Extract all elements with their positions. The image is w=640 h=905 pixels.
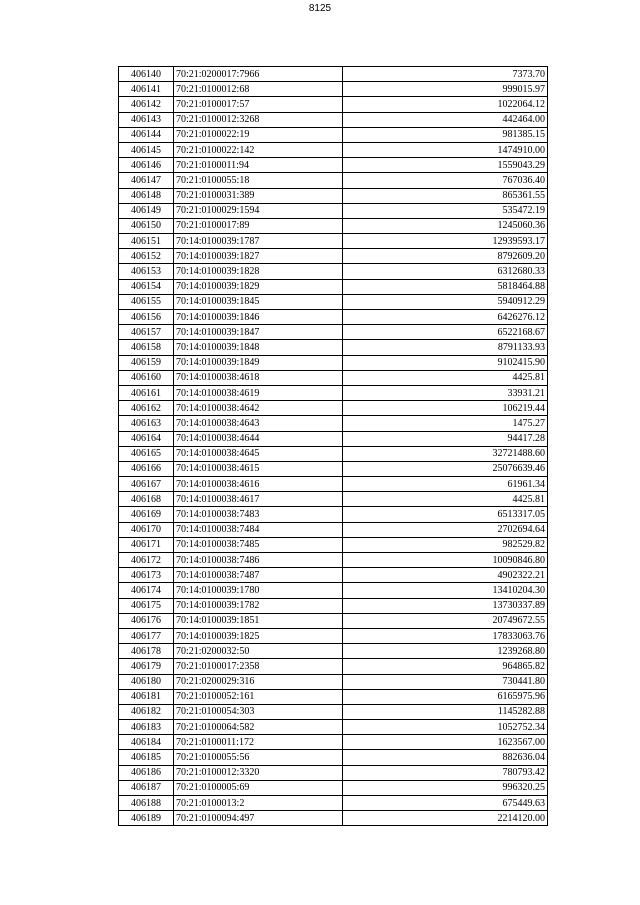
row-id-cell: 406186 [119,765,174,780]
table-row [119,644,548,659]
row-id-cell: 406163 [119,416,174,431]
table-row [119,492,548,507]
value-cell: 6426276.12 [343,310,548,325]
cadastral-number-cell: 70:14:0100039:1780 [174,583,343,598]
value-cell: 32721488.60 [343,446,548,461]
row-id-cell: 406149 [119,203,174,218]
table-row [119,537,548,552]
table-row [119,553,548,568]
value-cell: 767036.40 [343,173,548,188]
table-row [119,704,548,719]
value-cell: 865361.55 [343,188,548,203]
value-cell: 1239268.80 [343,644,548,659]
value-cell: 4425.81 [343,492,548,507]
value-cell: 6312680.33 [343,264,548,279]
value-cell: 4902322.21 [343,568,548,583]
value-cell: 2702694.64 [343,522,548,537]
cadastral-number-cell: 70:14:0100039:1828 [174,264,343,279]
cadastral-value-table [118,66,548,826]
cadastral-number-cell: 70:14:0100038:7486 [174,553,343,568]
cadastral-number-cell: 70:21:0100017:57 [174,97,343,112]
row-id-cell: 406142 [119,97,174,112]
value-cell: 13410204.30 [343,583,548,598]
table-row [119,279,548,294]
row-id-cell: 406156 [119,310,174,325]
cadastral-number-cell: 70:21:0100064:582 [174,720,343,735]
cadastral-number-cell: 70:21:0100052:161 [174,689,343,704]
value-cell: 6513317.05 [343,507,548,522]
row-id-cell: 406157 [119,325,174,340]
row-id-cell: 406164 [119,431,174,446]
table-row [119,158,548,173]
cadastral-number-cell: 70:21:0100012:3320 [174,765,343,780]
cadastral-number-cell: 70:21:0200032:50 [174,644,343,659]
row-id-cell: 406158 [119,340,174,355]
row-id-cell: 406179 [119,659,174,674]
table-row [119,811,548,826]
row-id-cell: 406147 [119,173,174,188]
value-cell: 106219.44 [343,401,548,416]
cadastral-number-cell: 70:14:0100039:1829 [174,279,343,294]
table-row [119,325,548,340]
cadastral-number-cell: 70:14:0100039:1846 [174,310,343,325]
row-id-cell: 406174 [119,583,174,598]
row-id-cell: 406170 [119,522,174,537]
table-row [119,340,548,355]
value-cell: 981385.15 [343,127,548,142]
row-id-cell: 406188 [119,796,174,811]
row-id-cell: 406166 [119,461,174,476]
table-row [119,613,548,628]
cadastral-number-cell: 70:14:0100039:1851 [174,613,343,628]
row-id-cell: 406159 [119,355,174,370]
cadastral-number-cell: 70:14:0100039:1825 [174,628,343,643]
row-id-cell: 406181 [119,689,174,704]
value-cell: 61961.34 [343,477,548,492]
value-cell: 5940912.29 [343,294,548,309]
cadastral-number-cell: 70:21:0100022:19 [174,127,343,142]
table-row [119,598,548,613]
table-row [119,628,548,643]
cadastral-number-cell: 70:14:0100038:4619 [174,385,343,400]
row-id-cell: 406162 [119,401,174,416]
value-cell: 1475.27 [343,416,548,431]
row-id-cell: 406160 [119,370,174,385]
table-row [119,583,548,598]
row-id-cell: 406145 [119,142,174,157]
value-cell: 13730337.89 [343,598,548,613]
table-row [119,97,548,112]
table-row [119,568,548,583]
table-row [119,82,548,97]
cadastral-number-cell: 70:21:0200029:316 [174,674,343,689]
value-cell: 9102415.90 [343,355,548,370]
cadastral-number-cell: 70:14:0100038:4617 [174,492,343,507]
value-cell: 730441.80 [343,674,548,689]
value-cell: 999015.97 [343,82,548,97]
table-row [119,750,548,765]
cadastral-number-cell: 70:21:0100011:172 [174,735,343,750]
row-id-cell: 406175 [119,598,174,613]
table-row [119,689,548,704]
row-id-cell: 406154 [119,279,174,294]
row-id-cell: 406155 [119,294,174,309]
row-id-cell: 406171 [119,537,174,552]
cadastral-number-cell: 70:14:0100039:1847 [174,325,343,340]
value-cell: 1052752.34 [343,720,548,735]
value-cell: 1145282.88 [343,704,548,719]
cadastral-number-cell: 70:14:0100038:7484 [174,522,343,537]
cadastral-number-cell: 70:21:0100011:94 [174,158,343,173]
table-row [119,370,548,385]
table-row [119,234,548,249]
row-id-cell: 406153 [119,264,174,279]
value-cell: 5818464.88 [343,279,548,294]
value-cell: 1474910.00 [343,142,548,157]
value-cell: 10090846.80 [343,553,548,568]
cadastral-number-cell: 70:21:0200017:7966 [174,67,343,82]
row-id-cell: 406143 [119,112,174,127]
cadastral-number-cell: 70:14:0100038:4642 [174,401,343,416]
cadastral-number-cell: 70:14:0100038:7483 [174,507,343,522]
value-cell: 33931.21 [343,385,548,400]
value-cell: 964865.82 [343,659,548,674]
table-row [119,674,548,689]
table-row [119,264,548,279]
value-cell: 8791133.93 [343,340,548,355]
table-row [119,142,548,157]
value-cell: 982529.82 [343,537,548,552]
value-cell: 12939593.17 [343,234,548,249]
cadastral-number-cell: 70:14:0100039:1782 [174,598,343,613]
row-id-cell: 406182 [119,704,174,719]
row-id-cell: 406180 [119,674,174,689]
cadastral-number-cell: 70:14:0100038:4643 [174,416,343,431]
cadastral-number-cell: 70:21:0100054:303 [174,704,343,719]
row-id-cell: 406148 [119,188,174,203]
value-cell: 996320.25 [343,780,548,795]
row-id-cell: 406177 [119,628,174,643]
cadastral-number-cell: 70:21:0100017:2358 [174,659,343,674]
table-row [119,67,548,82]
row-id-cell: 406150 [119,218,174,233]
table-row [119,218,548,233]
cadastral-number-cell: 70:14:0100039:1845 [174,294,343,309]
cadastral-number-cell: 70:21:0100055:18 [174,173,343,188]
table-row [119,780,548,795]
row-id-cell: 406169 [119,507,174,522]
table-row [119,112,548,127]
cadastral-number-cell: 70:21:0100055:56 [174,750,343,765]
cadastral-number-cell: 70:21:0100012:68 [174,82,343,97]
table-row [119,720,548,735]
table-row [119,446,548,461]
table-row [119,477,548,492]
cadastral-number-cell: 70:14:0100039:1849 [174,355,343,370]
row-id-cell: 406172 [119,553,174,568]
cadastral-number-cell: 70:21:0100005:69 [174,780,343,795]
table-row [119,507,548,522]
row-id-cell: 406152 [119,249,174,264]
table-row [119,796,548,811]
value-cell: 1559043.29 [343,158,548,173]
row-id-cell: 406146 [119,158,174,173]
table-row [119,294,548,309]
cadastral-number-cell: 70:14:0100038:4645 [174,446,343,461]
row-id-cell: 406167 [119,477,174,492]
cadastral-number-cell: 70:21:0100022:142 [174,142,343,157]
cadastral-number-cell: 70:21:0100029:1594 [174,203,343,218]
value-cell: 535472.19 [343,203,548,218]
table-row [119,203,548,218]
table-row [119,249,548,264]
table-row [119,765,548,780]
row-id-cell: 406165 [119,446,174,461]
row-id-cell: 406189 [119,811,174,826]
value-cell: 4425.81 [343,370,548,385]
cadastral-number-cell: 70:21:0100094:497 [174,811,343,826]
row-id-cell: 406184 [119,735,174,750]
value-cell: 1245060.36 [343,218,548,233]
row-id-cell: 406168 [119,492,174,507]
table-row [119,401,548,416]
table-row [119,310,548,325]
cadastral-number-cell: 70:14:0100038:4644 [174,431,343,446]
cadastral-number-cell: 70:21:0100031:389 [174,188,343,203]
table-row [119,461,548,476]
value-cell: 20749672.55 [343,613,548,628]
cadastral-number-cell: 70:14:0100038:7485 [174,537,343,552]
value-cell: 7373.70 [343,67,548,82]
table-row [119,127,548,142]
value-cell: 94417.28 [343,431,548,446]
value-cell: 1022064.12 [343,97,548,112]
value-cell: 675449.63 [343,796,548,811]
row-id-cell: 406178 [119,644,174,659]
row-id-cell: 406151 [119,234,174,249]
table-row [119,735,548,750]
table-row [119,355,548,370]
value-cell: 2214120.00 [343,811,548,826]
row-id-cell: 406176 [119,613,174,628]
value-cell: 1623567.00 [343,735,548,750]
cadastral-number-cell: 70:14:0100038:4615 [174,461,343,476]
value-cell: 25076639.46 [343,461,548,476]
row-id-cell: 406183 [119,720,174,735]
value-cell: 6522168.67 [343,325,548,340]
row-id-cell: 406173 [119,568,174,583]
value-cell: 780793.42 [343,765,548,780]
table-row [119,416,548,431]
cadastral-number-cell: 70:14:0100038:4616 [174,477,343,492]
row-id-cell: 406144 [119,127,174,142]
cadastral-number-cell: 70:14:0100039:1848 [174,340,343,355]
table-row [119,431,548,446]
table-row [119,522,548,537]
table-row [119,385,548,400]
table-row [119,659,548,674]
value-cell: 442464.00 [343,112,548,127]
value-cell: 8792609.20 [343,249,548,264]
cadastral-number-cell: 70:21:0100017:89 [174,218,343,233]
row-id-cell: 406141 [119,82,174,97]
table-row [119,173,548,188]
table-body [119,67,548,826]
row-id-cell: 406185 [119,750,174,765]
row-id-cell: 406140 [119,67,174,82]
row-id-cell: 406161 [119,385,174,400]
value-cell: 17833063.76 [343,628,548,643]
value-cell: 882636.04 [343,750,548,765]
cadastral-number-cell: 70:14:0100038:7487 [174,568,343,583]
cadastral-number-cell: 70:14:0100038:4618 [174,370,343,385]
cadastral-number-cell: 70:21:0100013:2 [174,796,343,811]
cadastral-number-cell: 70:14:0100039:1827 [174,249,343,264]
table-row [119,188,548,203]
value-cell: 6165975.96 [343,689,548,704]
row-id-cell: 406187 [119,780,174,795]
page-number: 8125 [308,3,332,14]
cadastral-number-cell: 70:14:0100039:1787 [174,234,343,249]
cadastral-number-cell: 70:21:0100012:3268 [174,112,343,127]
